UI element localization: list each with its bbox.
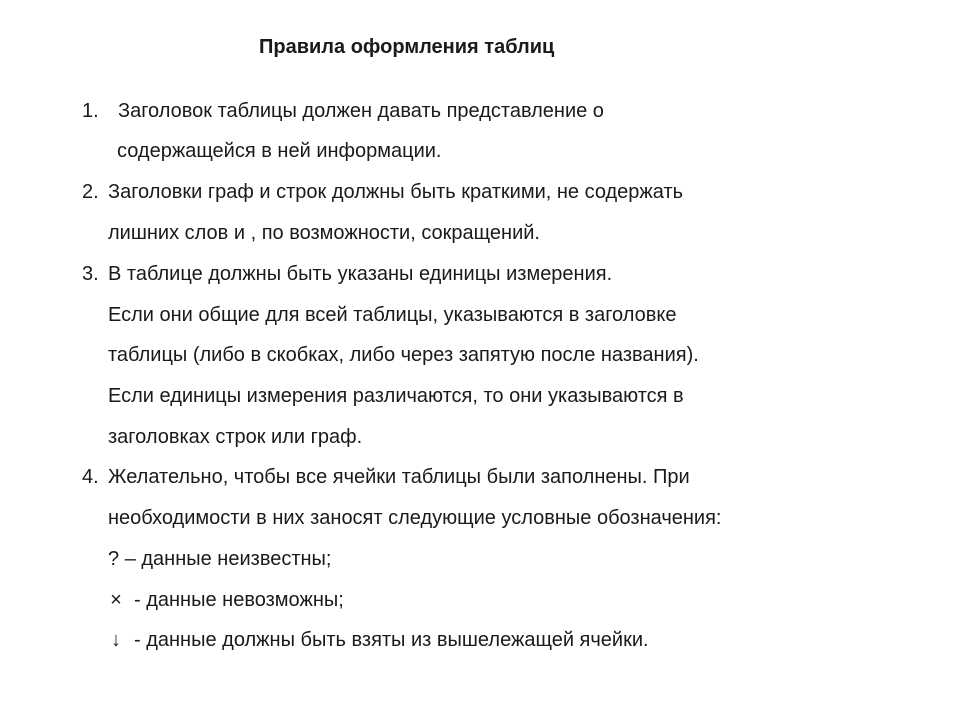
item-number: 3. bbox=[82, 263, 99, 285]
item-number: 2. bbox=[82, 181, 99, 203]
symbol-description: - данные должны быть взяты из вышележащей ячейки. bbox=[134, 629, 649, 651]
symbol-row-impossible bbox=[108, 588, 344, 612]
item-number: 4. bbox=[82, 466, 99, 488]
symbol-row-unknown bbox=[108, 547, 331, 571]
item-text-continuation: необходимости в них заносят следующие условные обозначения: bbox=[108, 507, 722, 529]
symbol-description: – данные неизвестны; bbox=[124, 548, 332, 570]
symbol-description: - данные невозможны; bbox=[134, 589, 344, 611]
item-text-continuation: таблицы (либо в скобках, либо через запятую после названия). bbox=[108, 344, 699, 366]
item-number: 1. bbox=[82, 100, 99, 122]
list-item-3 bbox=[82, 262, 612, 286]
question-mark-icon: ? bbox=[108, 548, 120, 570]
list-item-1 bbox=[82, 99, 604, 123]
slide-title: Правила оформления таблиц bbox=[259, 36, 555, 58]
item-text: Заголовок таблицы должен давать представление о bbox=[118, 100, 604, 122]
list-item-2 bbox=[82, 180, 683, 204]
cross-icon: × bbox=[110, 589, 122, 611]
symbol-row-from-above bbox=[108, 628, 649, 652]
item-text: В таблице должны быть указаны единицы измерения. bbox=[108, 263, 613, 285]
list-item-4 bbox=[82, 465, 690, 489]
item-text-continuation: лишних слов и , по возможности, сокращений. bbox=[108, 222, 540, 244]
item-text-continuation: Если единицы измерения различаются, то они указываются в bbox=[108, 385, 684, 407]
item-text-continuation: содержащейся в ней информации. bbox=[117, 140, 442, 162]
item-text: Желательно, чтобы все ячейки таблицы были заполнены. При bbox=[108, 466, 690, 488]
down-arrow-icon: ↓ bbox=[111, 629, 121, 651]
item-text: Заголовки граф и строк должны быть краткими, не содержать bbox=[108, 181, 684, 203]
item-text-continuation: заголовках строк или граф. bbox=[108, 426, 363, 448]
item-text-continuation: Если они общие для всей таблицы, указываются в заголовке bbox=[108, 304, 677, 326]
